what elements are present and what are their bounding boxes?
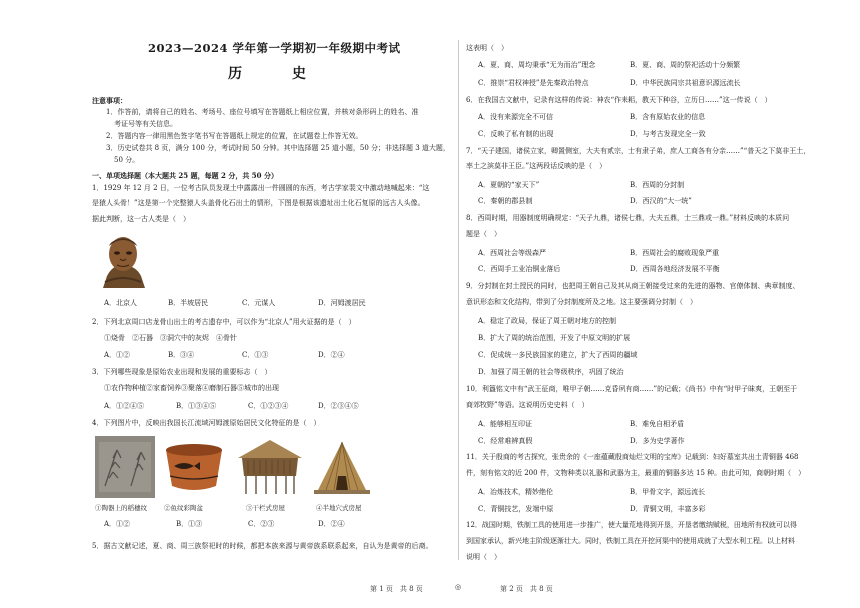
option: A．夏、商、周均秉承“无为而治”理念 [478, 61, 596, 69]
question-line: 8．西周时期，用器制度明确规定：“天子九鼎，诸侯七鼎，大夫五鼎，士三鼎或一鼎。”材料反映的本质问 [466, 214, 790, 222]
option: B．西周社会的腐败现象严重 [630, 249, 720, 257]
stilt-house-image [234, 436, 306, 498]
option: B．夏、商、周的祭祀活动十分频繁 [630, 61, 741, 69]
question-line: 4．下列图片中，反映出我国长江流域河姆渡原始居民文化特征的是（ ） [92, 419, 321, 427]
option: C．①③ [242, 351, 269, 359]
option: D．②④ [318, 351, 345, 359]
question-line: 件，刻有铭文的近 200 件，文物种类以礼器和武器为主，最重的铜器多达 15 种。由此可知，商朝时期（ ） [466, 469, 806, 477]
option: B．含有原始农业的信息 [630, 113, 706, 121]
option: A．西周社会等级森严 [478, 249, 547, 257]
notice-line: 1．作答前，请将自己的姓名、考场号、座位号填写在答题纸上相应位置，并核对条形码上的姓名、准 [106, 108, 419, 116]
option: D．②③④⑤ [318, 402, 359, 410]
question-line: 说明（ ） [466, 553, 501, 561]
option: B．扩大了周的统治范围，开发了中原文明的扩展 [478, 334, 631, 342]
notice-heading: 注意事项： [92, 96, 127, 105]
notice-line: 考证号等有关信息。 [114, 120, 177, 128]
question-line: 这表明（ ） [466, 44, 508, 52]
option: B．西周的分封制 [630, 181, 685, 189]
column-divider [458, 40, 459, 560]
notice-line: 3．历史试卷共 8 页，满分 100 分，考试时间 50 分钟。其中选择题 25 道小题，50 分；非选择题 3 道大题， [106, 144, 450, 152]
exam-title: 2023—2024 学年第一学期初一年级期中考试 [148, 41, 401, 55]
section-heading: 一、单项选择题（本大题共 25 题，每题 2 分，共 50 分） [92, 171, 278, 180]
question-line: 5．据古文献记述，夏、商、周三族祭祀时的时候，都把本族来源与黄帝族系联系起来，自认为是黄帝的后裔。 [92, 542, 433, 550]
option: C．①②③④ [248, 402, 289, 410]
option: A．能够相互印证 [478, 420, 533, 428]
binding-mark-icon: ◎ [455, 583, 462, 591]
option: A．没有来源完全不可信 [478, 113, 554, 121]
option: D．青铜文明，丰富多彩 [630, 505, 706, 513]
notice-line: 2．答题内容一律用黑色签字笔书写在答题纸上规定的位置，在试题卷上作答无效。 [106, 132, 363, 140]
option: D．西汉的“大一统” [630, 197, 692, 205]
option: C．秦朝的郡县制 [478, 197, 533, 205]
question-line: 6．在我国古文献中，记录有这样的传说：神农“作耒耜，教天下种谷，立历日……”这一传说（ ） [466, 96, 772, 104]
question-items: ①烧骨 ②石器 ③洞穴中的灰烬 ④骨针 [104, 334, 237, 342]
question-line: 是猿人头骨！”这是第一个完整猿人头盖骨化石出土的情形，下图是根据该遗址出土化石复原的远古人头像。 [92, 199, 425, 207]
question-line: 率土之滨莫非王臣。”这两段话反映的是（ ） [466, 162, 607, 170]
option: C．元谋人 [242, 299, 276, 307]
notice-line: 50 分。 [114, 156, 140, 164]
question-line: 题是（ ） [466, 230, 501, 238]
option: A．冶炼技术，精妙绝伦 [478, 488, 554, 496]
question-items: ①农作物种植②家畜饲养③聚落④磨制石器⑤城市的出现 [104, 384, 279, 392]
option: A．①②④⑤ [104, 402, 145, 410]
question-line: 意识形态和文化结构，带到了分封制度所及之地。这主要强调分封制（ ） [466, 298, 697, 306]
image-caption: ①陶器上的稻穗纹 [95, 504, 147, 512]
page-number-left: 第 1 页 共 8 页 [370, 585, 423, 593]
question-line: 7．“天子建国，诸侯立家，卿置侧室，大夫有贰宗，士有隶子弟，庶人工商各有分亲……”“普天之下莫非王土， [466, 147, 811, 155]
fish-pattern-basin-image [160, 436, 228, 498]
option: A．①② [104, 520, 131, 528]
option: A．①② [104, 351, 131, 359]
option: B．难免自相矛盾 [630, 420, 685, 428]
question-line: 3．下列哪些现象是原始农业出现和发展的重要标志（ ） [92, 368, 272, 376]
option: D．多为史学著作 [630, 437, 685, 445]
question-line: 商郊牧野”等语。这说明历史史料（ ） [466, 401, 589, 409]
question-line: 2．下列北京周口店龙骨山出土的考古遗存中，可以作为“北京人”用火证据的是（ ） [92, 318, 356, 326]
semi-subterranean-house-image [312, 436, 372, 498]
page-right [460, 0, 860, 608]
question-line: 10．利簋铭文中有“武王征商，唯甲子朝……克昏夙有商……”的记载；《尚书》中有“时甲子昧爽，王朝至于 [466, 385, 798, 393]
rice-pattern-pottery-image [95, 436, 155, 498]
option: C．②③ [248, 520, 275, 528]
option: C．推崇“君权神授”是先秦政治特点 [478, 79, 589, 87]
option: A．北京人 [104, 299, 138, 307]
question-line: 9．分封制在封土授民的同时，也把周王朝自己及其从商王朝接受过来的先进的器物、官僚体制、典章制度、 [466, 282, 800, 290]
option: C．反映了私有制的出现 [478, 130, 554, 138]
question-line: 到国家承认，新兴地主阶级逐渐壮大。同时，铁制工具在开挖河渠中的使用成就了大型水利工程。以上材料 [466, 537, 795, 545]
option: C．青铜技艺，发端中原 [478, 505, 554, 513]
question-line: 1．1929 年 12 月 2 日，一位考古队员发现土中露露出一件圆圆的东西，考古学家裴文中激动地喊起来：“这 [92, 184, 430, 192]
subject-title: 历 史 [228, 66, 324, 82]
option: B．①③ [176, 520, 203, 528]
option: D．②④ [318, 520, 345, 528]
option: D．加强了周王朝的社会等级秩序，巩固了统治 [478, 368, 624, 376]
question-line: 12．战国时期，铁制工具的使用进一步推广，使大量荒地得到开垦，开垦者缴纳赋税，田地所有权就可以得 [466, 521, 797, 529]
question-line: 11．关于殷商的考古探究，张贵余的《一座蕴藏殷商灿烂文明的宝库》记载到：妇好墓室共出土青铜器 468 [466, 453, 799, 461]
option: D．与考古发现完全一致 [630, 130, 706, 138]
option: C．促成统一多民族国家的建立，扩大了西周的疆域 [478, 351, 638, 359]
image-caption: ③干栏式房屋 [246, 504, 285, 512]
image-caption: ④半地穴式房屋 [316, 504, 362, 512]
peking-man-bust-image [95, 232, 151, 290]
option: A．稳定了政局，保证了周王朝对地方的控制 [478, 317, 617, 325]
page-number-right: 第 2 页 共 8 页 [500, 585, 553, 593]
question-line: 据此判断，这一古人类是（ ） [92, 215, 190, 223]
option: D．河姆渡居民 [318, 299, 366, 307]
option: D．西周各地经济发展不平衡 [630, 265, 720, 273]
option: B．③④ [168, 351, 195, 359]
image-caption: ②鱼纹彩陶盆 [164, 504, 203, 512]
option: C．经常难辨真假 [478, 437, 533, 445]
option: C．西周手工业冶铜业落后 [478, 265, 561, 273]
option: B．①③④⑤ [176, 402, 217, 410]
option: B．甲骨文字，源远流长 [630, 488, 706, 496]
option: D．中华民族同宗共祖意识源远流长 [630, 79, 741, 87]
option: B．半坡居民 [168, 299, 209, 307]
option: A．夏朝的“家天下” [478, 181, 540, 189]
